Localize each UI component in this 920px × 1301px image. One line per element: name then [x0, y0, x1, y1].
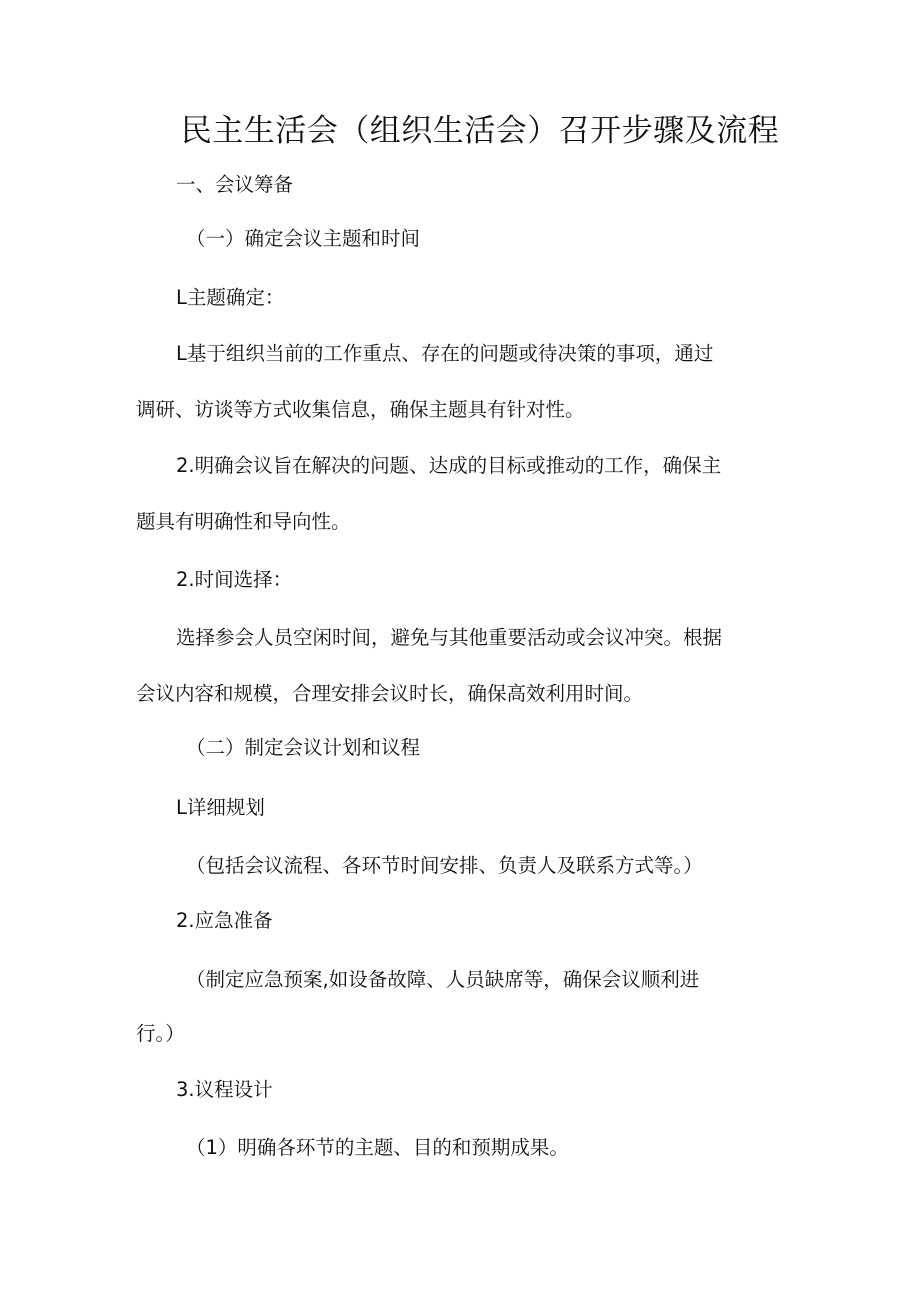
paragraph-line: （制定应急预案,如设备故障、人员缺席等，确保会议顺利进: [186, 968, 700, 991]
item-heading-detailed-plan: L详细规划: [176, 796, 265, 819]
item-heading-emergency: 2.应急准备: [176, 909, 273, 932]
item-heading-time: 2.时间选择：: [176, 568, 293, 591]
paragraph-line: 选择参会人员空闲时间，避免与其他重要活动或会议冲突。根据: [176, 626, 723, 649]
item-heading-agenda-design: 3.议程设计: [176, 1078, 273, 1101]
paragraph-line: 行。）: [136, 1022, 185, 1045]
paragraph-line: 会议内容和规模，合理安排会议时长，确保高效利用时间。: [136, 682, 644, 705]
paragraph-line: （1）明确各环节的主题、目的和预期成果。: [186, 1136, 569, 1159]
subsection-heading-topic-time: （一）确定会议主题和时间: [186, 227, 421, 250]
document-title: 民主生活会（组织生活会）召开步骤及流程: [180, 113, 780, 149]
subsection-heading-plan-agenda: （二）制定会议计划和议程: [186, 736, 421, 759]
paragraph-line: 2.明确会议旨在解决的问题、达成的目标或推动的工作，确保主: [176, 454, 722, 477]
paragraph-line: （包括会议流程、各环节时间安排、负责人及联系方式等。）: [186, 854, 703, 877]
item-heading-topic: L主题确定：: [176, 286, 285, 309]
paragraph-line: 调研、访谈等方式收集信息，确保主题具有针对性。: [136, 398, 585, 421]
paragraph-line: 题具有明确性和导向性。: [136, 510, 351, 533]
section-heading-preparation: 一、会议筹备: [176, 173, 294, 196]
paragraph-line: L基于组织当前的工作重点、存在的问题或待决策的事项，通过: [176, 342, 714, 365]
